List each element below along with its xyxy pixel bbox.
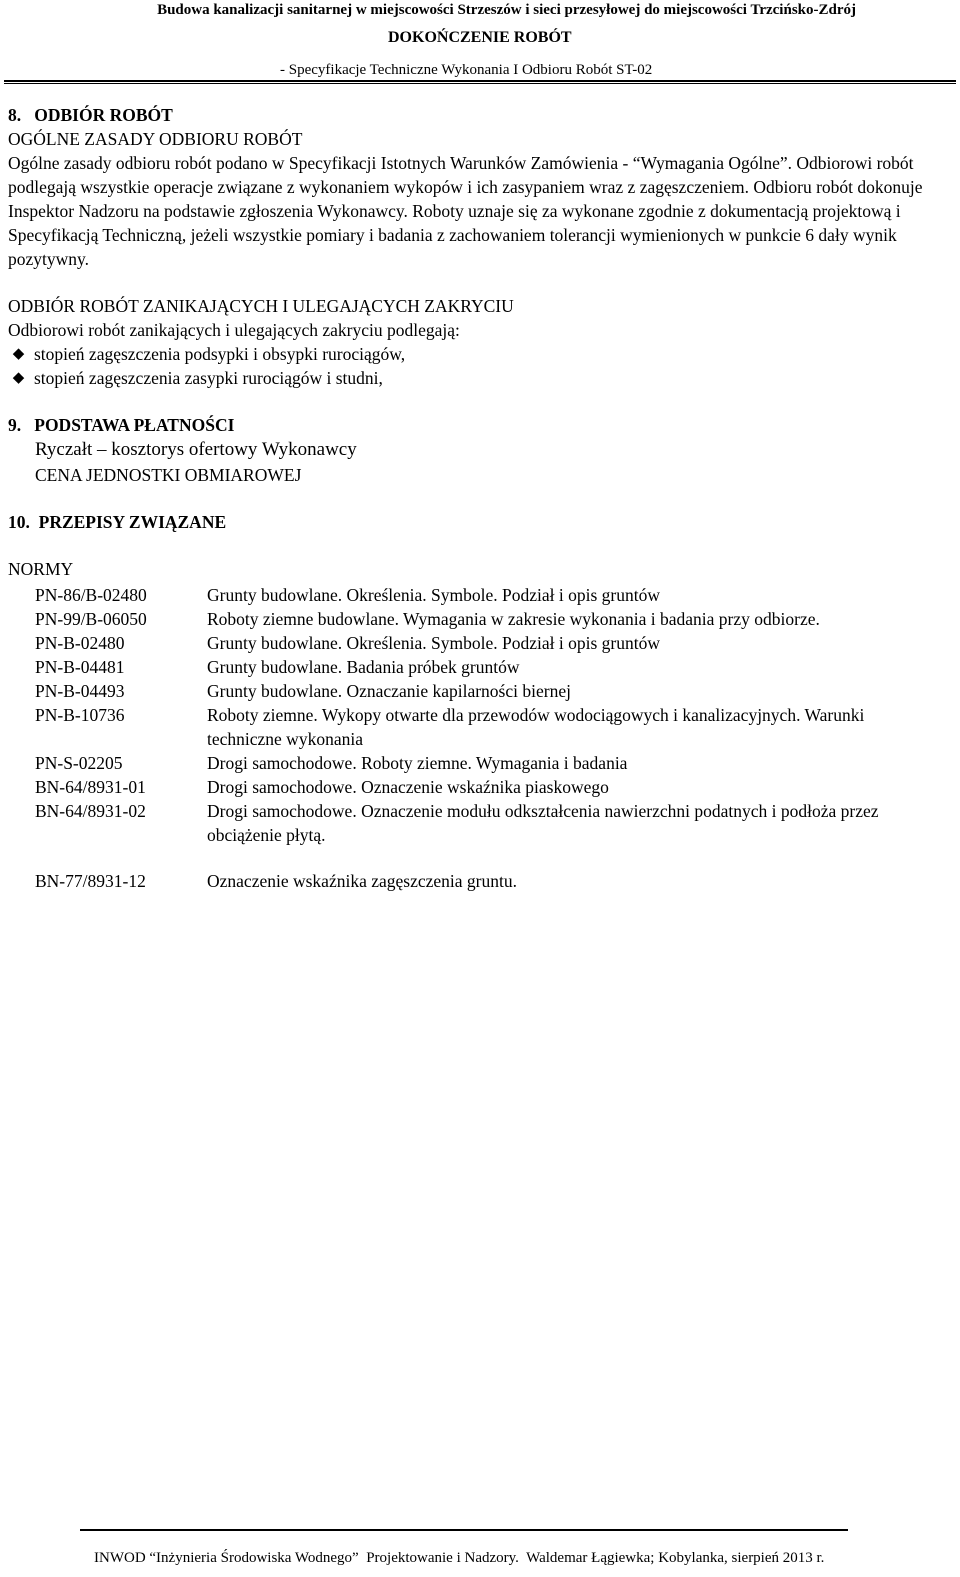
section-9-title: 9. PODSTAWA PŁATNOŚCI [8, 415, 235, 435]
table-row [8, 655, 952, 679]
norm-code: PN-86/B-02480 [35, 585, 147, 605]
norm-description: Grunty budowlane. Badania próbek gruntów [207, 657, 520, 677]
list-item: ◆ stopień zagęszczenia zasypki rurociągów i studni, [8, 366, 952, 390]
section-8-subtitle-hidden-works: ODBIÓR ROBÓT ZANIKAJĄCYCH I ULEGAJĄCYCH ZAKRYCIU [8, 296, 514, 316]
norm-description: Roboty ziemne. Wykopy otwarte dla przewodów wodociągowych i kanalizacyjnych. Warunki techniczne wykonania [207, 705, 865, 749]
document-header-subtitle: DOKOŃCZENIE ROBÓT [388, 29, 572, 46]
norm-code: PN-99/B-06050 [35, 609, 147, 629]
norm-description: Oznaczenie wskaźnika zagęszczenia gruntu. [207, 871, 517, 891]
table-row [8, 607, 952, 631]
norm-code: PN-B-02480 [35, 633, 125, 653]
norm-code: PN-B-04481 [35, 657, 125, 677]
table-row [8, 679, 952, 703]
table-row [8, 631, 952, 655]
norms-list [8, 583, 952, 893]
norm-code: BN-64/8931-02 [35, 801, 146, 821]
norm-code: BN-64/8931-01 [35, 777, 146, 797]
section-8-subtitle-general: OGÓLNE ZASADY ODBIORU ROBÓT [8, 129, 303, 149]
norm-description: Drogi samochodowe. Roboty ziemne. Wymagania i badania [207, 753, 628, 773]
diamond-bullet-icon: ◆ [12, 346, 25, 362]
section-8-paragraph-general: Ogólne zasady odbioru robót podano w Specyfikacji Istotnych Warunków Zamówienia - “Wymagania Ogólne”. Odbiorowi robót podlegają wszystkie operacje związane z wykonaniem wykopów i ich zasypaniem wraz z zagęszczeniem. Odbioru robót dokonuje Inspektor Nadzoru na podstawie zgłoszenia Wykonawcy. Roboty uznaje się za wykonane zgodnie z dokumentacją projektową i Specyfikacją Techniczną, jeżeli wszystkie pomiary i badania z zachowaniem tolerancji wymienionych w punkcie 6 dały wynik pozytywny. [8, 153, 923, 269]
diamond-bullet-icon: ◆ [12, 370, 25, 386]
norms-label: NORMY [8, 559, 74, 579]
list-item: ◆ stopień zagęszczenia podsypki i obsypki rurociągów, [8, 342, 952, 366]
table-row [8, 703, 952, 751]
table-row [8, 583, 952, 607]
norm-description: Roboty ziemne budowlane. Wymagania w zakresie wykonania i badania przy odbiorze. [207, 609, 820, 629]
header-rule-thin [4, 83, 956, 84]
norm-code: BN-77/8931-12 [35, 871, 146, 891]
norm-code: PN-S-02205 [35, 753, 123, 773]
norm-code: PN-B-04493 [35, 681, 125, 701]
table-row [8, 775, 952, 799]
norm-description: Grunty budowlane. Oznaczanie kapilarności biernej [207, 681, 571, 701]
document-body [8, 103, 952, 893]
section-10-title: 10. PRZEPISY ZWIĄZANE [8, 512, 227, 532]
norm-description: Grunty budowlane. Określenia. Symbole. Podział i opis gruntów [207, 585, 660, 605]
section-8-paragraph-hidden-works: Odbiorowi robót zanikających i ulegających zakryciu podlegają: [8, 320, 460, 340]
table-row [8, 751, 952, 775]
norm-description: Grunty budowlane. Określenia. Symbole. Podział i opis gruntów [207, 633, 660, 653]
norm-code: PN-B-10736 [35, 705, 125, 725]
section-9-payment-line: Ryczałt – kosztorys ofertowy Wykonawcy [35, 439, 357, 460]
norm-description: Drogi samochodowe. Oznaczenie modułu odkształcenia nawierzchni podatnych i podłoża przez obciążenie płytą. [207, 801, 879, 845]
table-row [8, 869, 952, 893]
document-footer: INWOD “Inżynieria Środowiska Wodnego” Projektowanie i Nadzory. Waldemar Łągiewka; Kobylanka, sierpień 2013 r. [94, 1550, 825, 1566]
header-rule [4, 80, 956, 82]
norm-description: Drogi samochodowe. Oznaczenie wskaźnika piaskowego [207, 777, 609, 797]
footer-rule [80, 1529, 848, 1531]
document-header-spec: - Specyfikacje Techniczne Wykonania I Odbioru Robót ST-02 [280, 62, 653, 78]
table-row [8, 799, 952, 847]
section-8-title: 8. ODBIÓR ROBÓT [8, 105, 173, 125]
section-9-unit-price: CENA JEDNOSTKI OBMIAROWEJ [35, 465, 302, 485]
document-header-title: Budowa kanalizacji sanitarnej w miejscowości Strzeszów i sieci przesyłowej do miejscowości Trzcińsko-Zdrój [157, 2, 856, 18]
